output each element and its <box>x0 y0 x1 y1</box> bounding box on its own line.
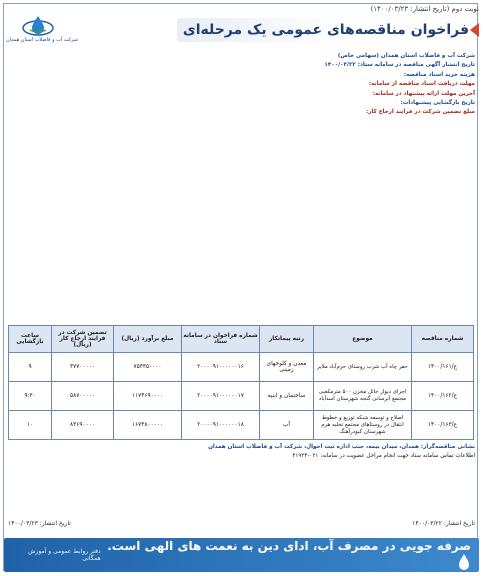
section-heading: آخرین مهلت ارائه پیشنهاد در سامانه: <box>372 90 475 97</box>
publication-date-first: تاریخ انتشار: ۱۴۰۰/۰۳/۲۲ <box>412 520 475 527</box>
col-subject: موضوع <box>314 326 412 353</box>
water-drop-icon <box>457 553 471 571</box>
table-row <box>9 353 474 382</box>
info-line: اطلاعات تماس سامانه ستاد جهت انجام مراحل عضویت در سامانه: ۰۲۱-۴۱۹۳۴ <box>292 453 475 460</box>
cell-number: ع/۱۴۰۰/۱۶۱ <box>412 353 474 382</box>
page-title: فراخوان مناقصه‌های عمومی یک مرحله‌ای <box>182 22 469 38</box>
section-heading: مهلت دریافت اسناد مناقصه از سامانه: <box>368 81 475 88</box>
cell-number: ع/۱۴۰۰/۱۶۲ <box>412 382 474 411</box>
publication-date-second: تاریخ انتشار: ۱۴۰۰/۰۳/۲۳ <box>8 520 71 527</box>
cell-subject: اجرای دیوار حائل مخزن ۵۰۰ مترمکعبی مجتمع آبرسانی گنجه شهرستان اسدآباد <box>314 382 412 411</box>
top-strip <box>4 4 479 13</box>
title-arrow-icon <box>470 23 479 37</box>
cell-hours: ۹ <box>9 353 52 382</box>
cell-number: ع/۱۴۰۰/۱۶۳ <box>412 411 474 440</box>
cell-estimate: ۱۱۷۴۶۹۰۰۰۰ <box>114 382 182 411</box>
notice-body <box>8 52 475 320</box>
table-row <box>9 411 474 440</box>
section-heading: تاریخ بازگشایی پیشنهادات: <box>400 100 475 107</box>
cell-guarantee: ۸۳۶۹۰۰۰۰ <box>52 411 114 440</box>
section-heading: تاریخ انتشار آگهی مناقصه در سامانه ستاد: ۱۴۰۰/۰۳/۲۲ <box>324 62 475 69</box>
table-row <box>9 382 474 411</box>
tender-table <box>8 325 474 440</box>
slogan-text: صرفه جویی در مصرف آب، ادای دین به نعمت های الهی است. <box>107 539 471 553</box>
pr-office: دفتر روابط عمومی و آموزش همگانی <box>28 548 101 562</box>
notice-footer-text <box>8 443 475 521</box>
intro-heading: شرکت آب و فاضلاب استان همدان (سهامی خاص) <box>337 53 475 59</box>
cell-estimate: ۱۶۷۳۸۰۰۰۰۰ <box>114 411 182 440</box>
cell-rank: معدن و کلوخهای زمینی <box>260 353 314 382</box>
cell-rank: آب <box>260 411 314 440</box>
col-number: شماره مناقصه <box>412 326 474 353</box>
col-rank: رتبه پیمانکار <box>260 326 314 353</box>
table-header-row <box>9 326 474 353</box>
cell-setad-no: ۲۰۰۰۰۹۱۰۰۰۰۰۰۱۷ <box>182 382 260 411</box>
cell-subject: اصلاح و توسعه شبکه توزیع و خطوط انتقال در روستاهای مجتمع تخلیه هرم شهرستان کبودرآهنگ <box>314 411 412 440</box>
cell-hours: ۱۰ <box>9 411 52 440</box>
col-setad-no: شماره فراخوان در سامانه ستاد <box>182 326 260 353</box>
address-line: نشانی مناقصه‌گزار: همدان، میدان بیمه، جنب اداره ثبت احوال، شرکت آب و فاضلاب استان همدان <box>208 444 475 450</box>
company-logo <box>6 14 79 46</box>
footer-slogan <box>101 539 471 571</box>
header <box>4 14 479 46</box>
col-estimate: مبلغ برآورد (ریال) <box>114 326 182 353</box>
footer-banner <box>4 538 479 572</box>
cell-estimate: ۷۵۳۳۵۰۰۰۰ <box>114 353 182 382</box>
publication-dates <box>8 520 475 530</box>
col-hours: ساعت بازگشایی <box>9 326 52 353</box>
publication-notice: نوبت دوم (تاریخ انتشار: ۱۴۰۰/۰۳/۲۳) <box>370 4 479 13</box>
cell-setad-no: ۲۰۰۰۰۹۱۰۰۰۰۰۰۱۶ <box>182 353 260 382</box>
cell-rank: ساختمان و ابنیه <box>260 382 314 411</box>
cell-setad-no: ۲۰۰۰۰۹۱۰۰۰۰۰۰۱۸ <box>182 411 260 440</box>
cell-guarantee: ۳۷۷۰۰۰۰۰ <box>52 353 114 382</box>
logo-caption: شرکت آب و فاضلاب استان همدان <box>6 37 79 43</box>
cell-subject: حفر چاه آب شرب روستای حرم‌آباد ملایر <box>314 353 412 382</box>
section-heading: هزینه خرید اسناد مناقصه: <box>403 71 475 78</box>
cell-hours: ۹:۳۰ <box>9 382 52 411</box>
title-banner <box>177 18 477 42</box>
col-guarantee: تضمین شرکت در فرایند ارجاع کار (ریال) <box>52 326 114 353</box>
section-heading: مبلغ تضمین شرکت در فرایند ارجاع کار: <box>365 109 475 116</box>
cell-guarantee: ۵۸۷۰۰۰۰۰ <box>52 382 114 411</box>
water-drop-logo-icon <box>21 14 55 36</box>
